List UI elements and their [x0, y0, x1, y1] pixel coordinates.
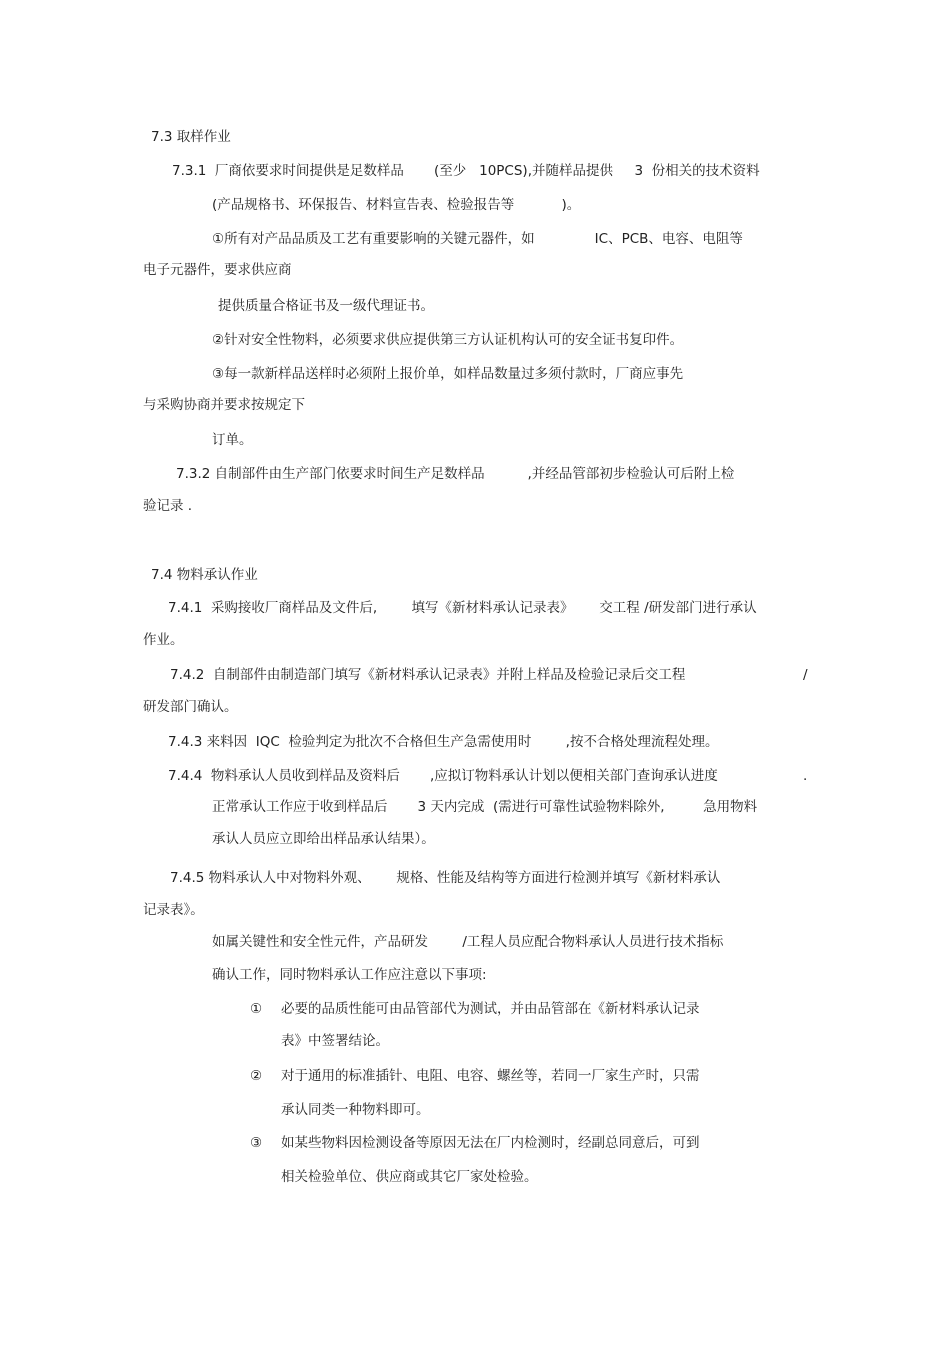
clause-7-4-4-dot: . — [803, 768, 808, 784]
item-2: ②针对安全性物料，必须要求供应提供第三方认证机构认可的安全证书复印件。 — [212, 332, 684, 348]
clause-7-4-2-line-1: 7.4.2 自制部件由制造部门填写《新材料承认记录表》并附上样品及检验记录后交工程 — [170, 667, 686, 683]
clause-7-3-1-line-1: 7.3.1 厂商依要求时间提供是足数样品 (至少 10PCS),并随样品提供 3 份相关的技术资料 — [172, 163, 760, 179]
note-2-line-1: 对于通用的标准插针、电阻、电容、螺丝等，若同一厂家生产时，只需 — [281, 1068, 700, 1084]
clause-7-4-5-line-4: 确认工作，同时物料承认工作应注意以下事项: — [212, 967, 487, 983]
section-heading-7-3: 7.3 取样作业 — [151, 129, 231, 145]
item-3-line-2: 与采购协商并要求按规定下 — [143, 397, 305, 413]
note-1-line-1: 必要的品质性能可由品管部代为测试，并由品管部在《新材料承认记录 — [281, 1001, 700, 1017]
item-3-line-3: 订单。 — [212, 432, 253, 448]
item-3-line-1: ③每一款新样品送样时必须附上报价单，如样品数量过多须付款时，厂商应事先 — [212, 366, 684, 382]
clause-7-4-3: 7.4.3 来料因 IQC 检验判定为批次不合格但生产急需使用时 ,按不合格处理流程处理。 — [168, 734, 719, 750]
note-1-line-2: 表》中签署结论。 — [281, 1033, 389, 1049]
note-2-line-2: 承认同类一种物料即可。 — [281, 1102, 430, 1118]
item-1-line-1: ①所有对产品品质及工艺有重要影响的关键元器件，如 IC、PCB、电容、电阻等 — [212, 231, 743, 247]
note-3-line-2: 相关检验单位、供应商或其它厂家处检验。 — [281, 1169, 538, 1185]
note-1-marker: ① — [250, 1001, 263, 1017]
section-heading-7-4: 7.4 物料承认作业 — [151, 567, 258, 583]
clause-7-4-1-line-1: 7.4.1 采购接收厂商样品及文件后, 填写《新材料承认记录表》 交工程 /研发部门进行承认 — [168, 600, 757, 616]
note-3-line-1: 如某些物料因检测设备等原因无法在厂内检测时，经副总同意后，可到 — [281, 1135, 700, 1151]
clause-7-4-4-line-2: 正常承认工作应于收到样品后 3 天内完成 (需进行可靠性试验物料除外, 急用物料 — [212, 799, 758, 815]
clause-7-3-2-line-1: 7.3.2 自制部件由生产部门依要求时间生产足数样品 ,并经品管部初步检验认可后附上检 — [176, 466, 735, 482]
item-1-line-2: 电子元器件，要求供应商 — [143, 262, 292, 278]
clause-7-4-1-line-2: 作业。 — [143, 632, 184, 648]
clause-7-4-4-line-3: 承认人员应立即给出样品承认结果）。 — [212, 831, 435, 847]
clause-7-4-4-line-1: 7.4.4 物料承认人员收到样品及资料后 ,应拟订物料承认计划以便相关部门查询承认进度 — [168, 768, 718, 784]
clause-7-4-5-line-1: 7.4.5 物料承认人中对物料外观、 规格、性能及结构等方面进行检测并填写《新材料承认 — [170, 870, 721, 886]
note-2-marker: ② — [250, 1068, 263, 1084]
clause-7-3-1-line-2: (产品规格书、环保报告、材料宣告表、检验报告等 )。 — [212, 197, 581, 213]
clause-7-4-2-slash: / — [803, 667, 808, 683]
note-3-marker: ③ — [250, 1135, 263, 1151]
clause-7-4-5-line-3: 如属关键性和安全性元件，产品研发 /工程人员应配合物料承认人员进行技术指标 — [212, 934, 724, 950]
clause-7-4-5-line-2: 记录表》。 — [143, 902, 204, 918]
clause-7-3-2-line-2: 验记录 . — [143, 498, 193, 514]
item-1-line-3: 提供质量合格证书及一级代理证书。 — [218, 298, 434, 314]
clause-7-4-2-line-2: 研发部门确认。 — [143, 699, 238, 715]
